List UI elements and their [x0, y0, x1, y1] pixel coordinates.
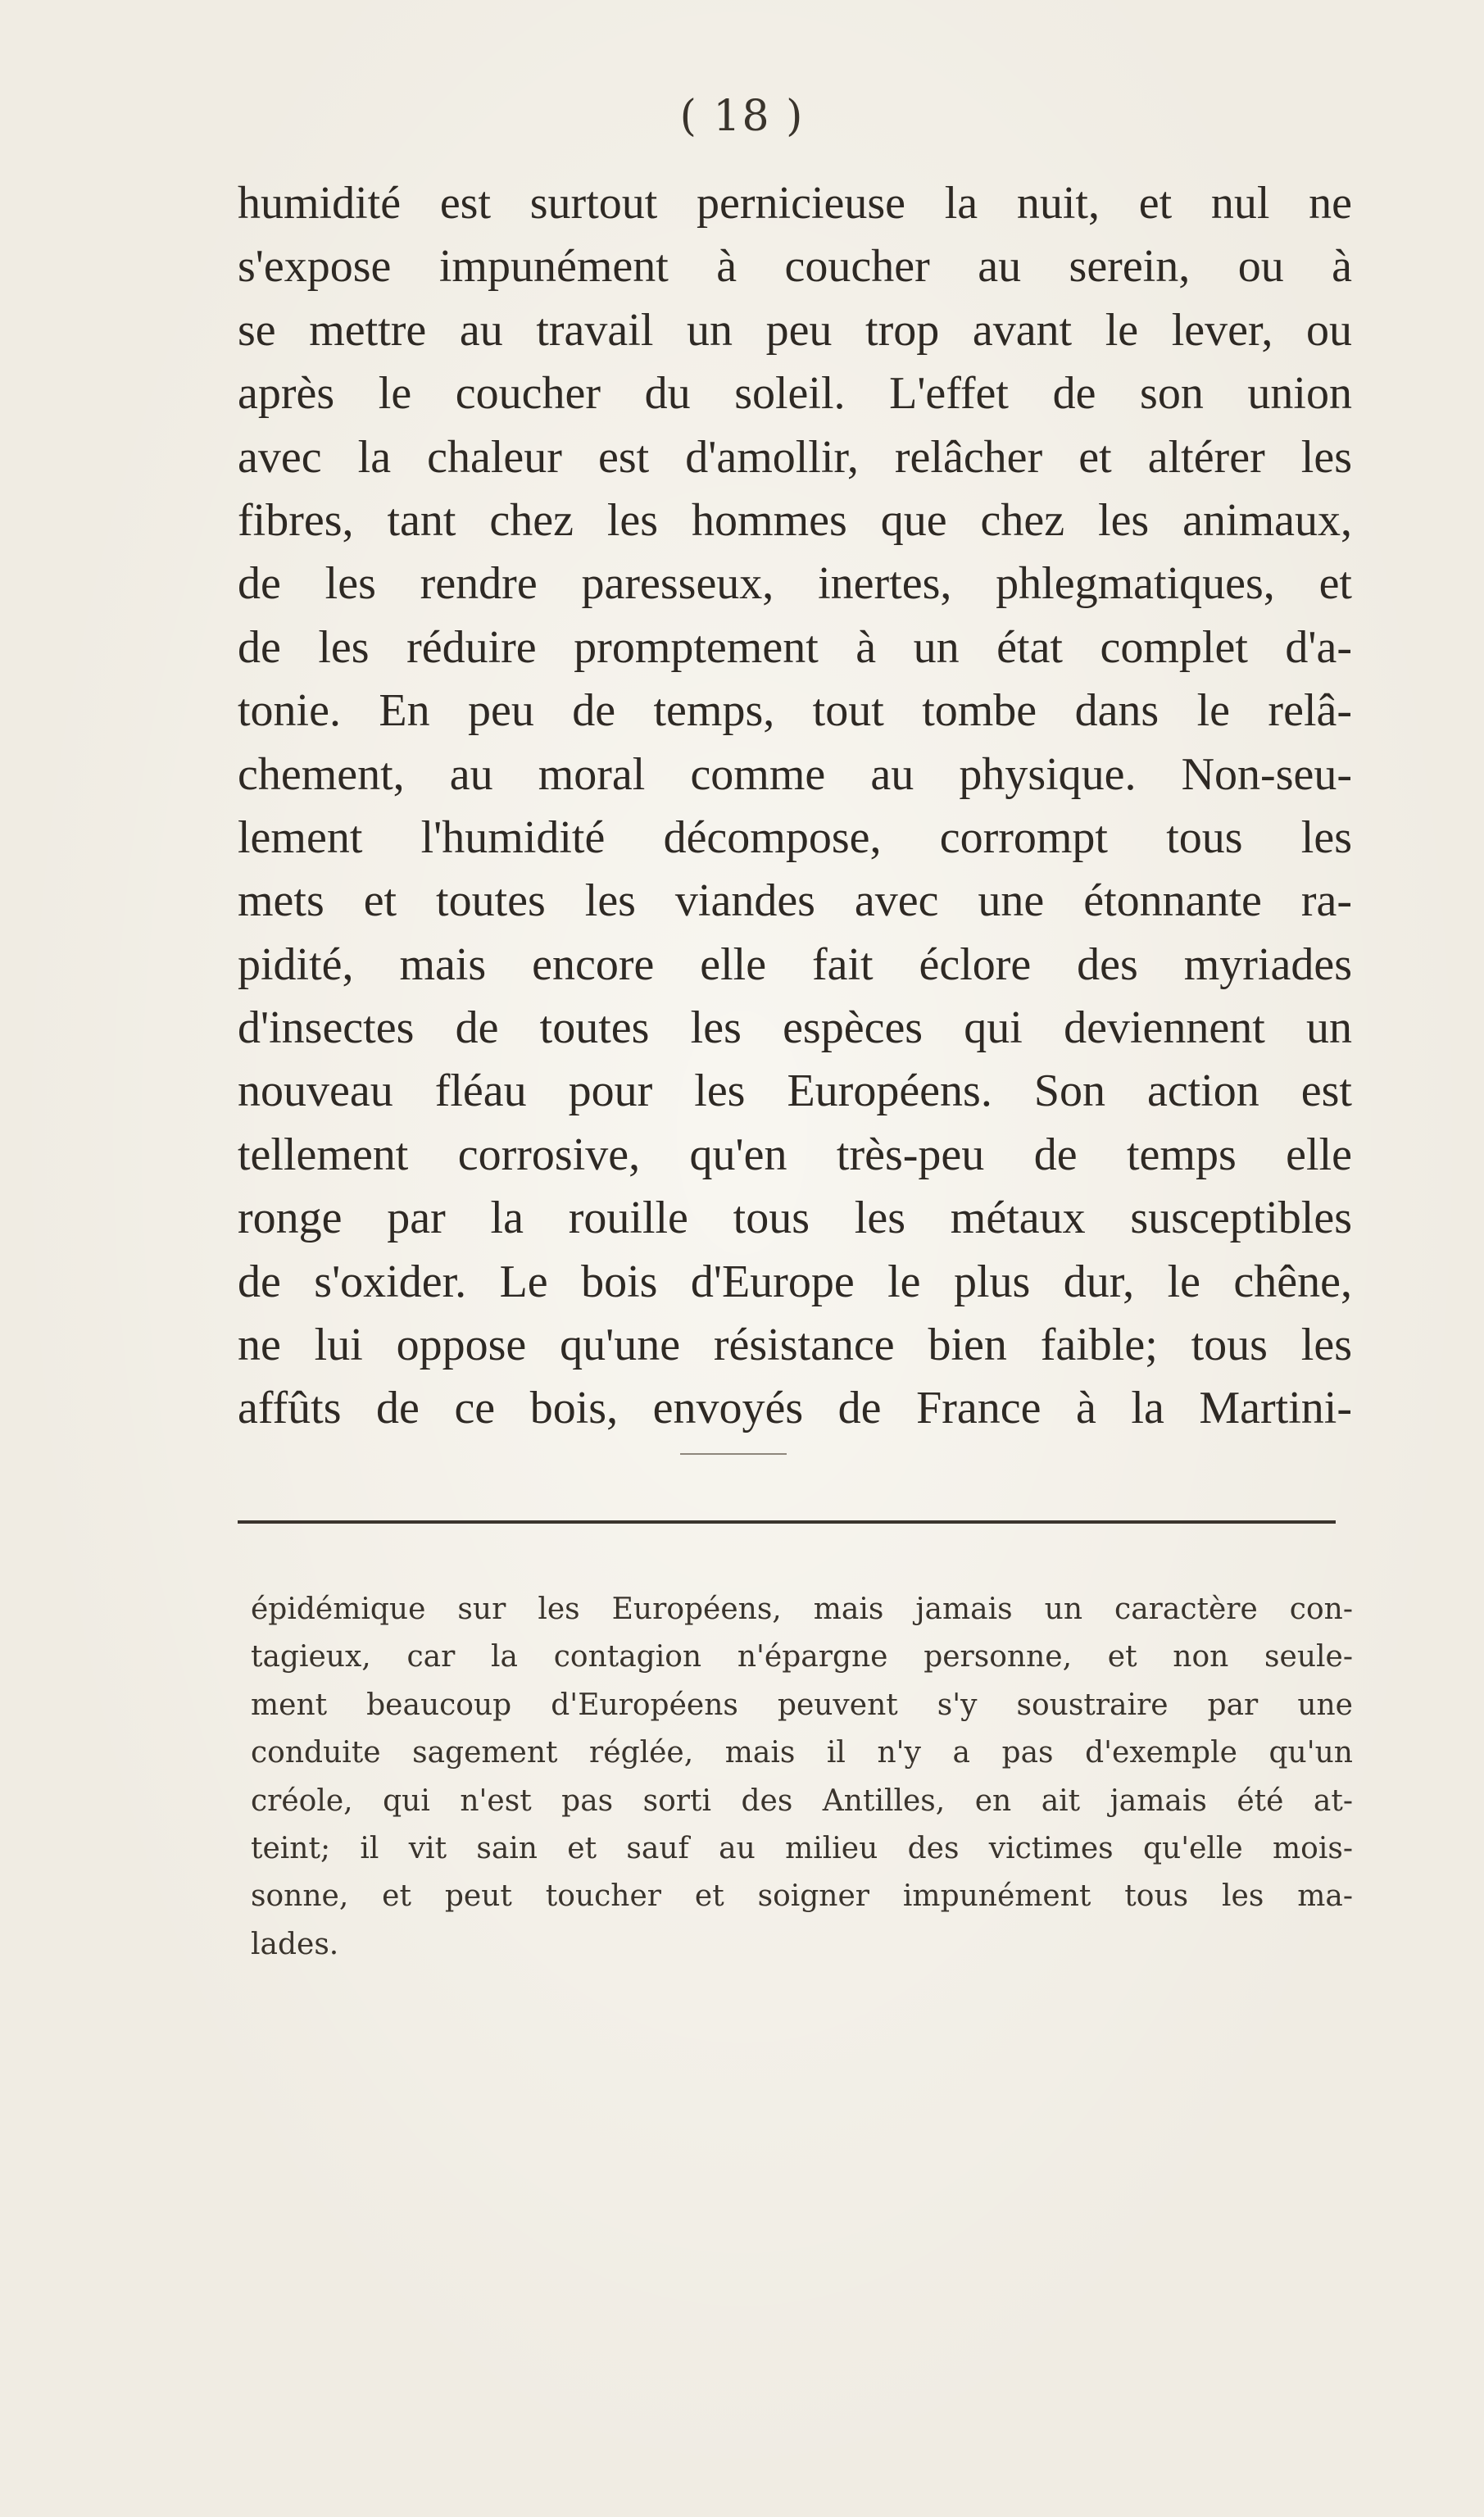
body-line: après le coucher du soleil. L'effet de son union: [238, 368, 1352, 420]
footnote-line: conduite sagement réglée, mais il n'y a pas d'exemple qu'un: [251, 1736, 1353, 1770]
body-line: humidité est surtout pernicieuse la nuit, et nul ne: [238, 178, 1352, 229]
body-line: nouveau fléau pour les Européens. Son action est: [238, 1065, 1352, 1117]
body-line: tellement corrosive, qu'en très-peu de temps elle: [238, 1129, 1352, 1180]
body-line: de les réduire promptement à un état complet d'a-: [238, 621, 1352, 673]
footnote-line: ment beaucoup d'Européens peuvent s'y soustraire par une: [251, 1688, 1353, 1722]
footnote-divider: [238, 1520, 1336, 1524]
page-number: ( 18 ): [679, 92, 805, 141]
body-line: de s'oxider. Le bois d'Europe le plus dur, le chêne,: [238, 1256, 1352, 1307]
body-line: chement, au moral comme au physique. Non-seu-: [238, 748, 1352, 800]
footnote: [251, 1586, 1353, 1969]
body-line: se mettre au travail un peu trop avant le lever, ou: [238, 304, 1352, 356]
body-line: avec la chaleur est d'amollir, relâcher et altérer les: [238, 431, 1352, 483]
body-line: pidité, mais encore elle fait éclore des myriades: [238, 938, 1352, 990]
body-line: affûts de ce bois, envoyés de France à la Martini-: [238, 1383, 1352, 1434]
body-line: tonie. En peu de temps, tout tombe dans le relâ-: [238, 685, 1352, 737]
footnote-line: épidémique sur les Européens, mais jamais un caractère con-: [251, 1592, 1353, 1626]
body-text: [238, 172, 1352, 1441]
body-line: fibres, tant chez les hommes que chez les animaux,: [238, 494, 1352, 546]
footnote-line: sonne, et peut toucher et soigner impunément tous les ma-: [251, 1879, 1353, 1914]
footnote-line: lades.: [251, 1927, 339, 1961]
footnote-line: teint; il vit sain et sauf au milieu des victimes qu'elle mois-: [251, 1831, 1353, 1865]
footnote-line: créole, qui n'est pas sorti des Antilles, en ait jamais été at-: [251, 1783, 1353, 1818]
body-line: s'expose impunément à coucher au serein, ou à: [238, 241, 1352, 293]
body-line: ne lui oppose qu'une résistance bien faible; tous les: [238, 1320, 1352, 1371]
footnote-line: tagieux, car la contagion n'épargne personne, et non seule-: [251, 1640, 1353, 1674]
body-line: lement l'humidité décompose, corrompt tous les: [238, 811, 1352, 863]
body-line: mets et toutes les viandes avec une étonnante ra-: [238, 875, 1352, 927]
body-line: d'insectes de toutes les espèces qui deviennent un: [238, 1002, 1352, 1054]
continuation-rule: [680, 1453, 787, 1455]
body-line: de les rendre paresseux, inertes, phlegmatiques, et: [238, 558, 1352, 610]
body-line: ronge par la rouille tous les métaux susceptibles: [238, 1193, 1352, 1244]
